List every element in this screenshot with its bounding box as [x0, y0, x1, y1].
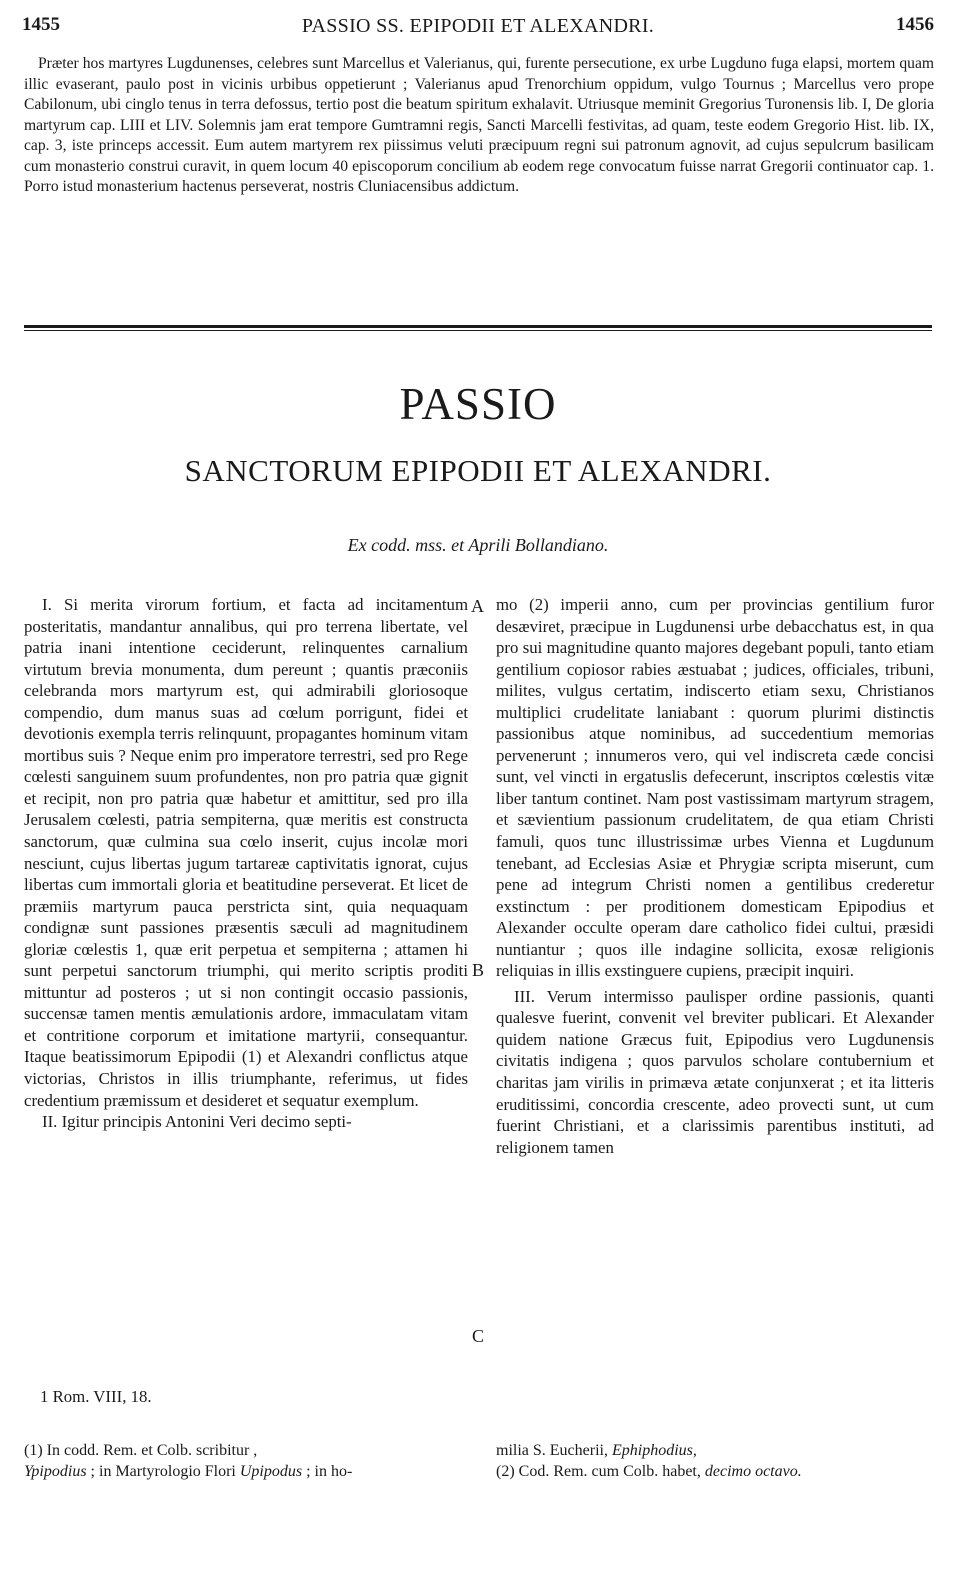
- note-1-continued: milia S. Eucherii, Ephiphodius,: [496, 1442, 697, 1459]
- editor-notes-right: [496, 1440, 934, 1482]
- note-1-line-1: (1) In codd. Rem. et Colb. scribitur ,: [24, 1442, 258, 1459]
- double-rule-divider: [24, 325, 932, 331]
- note-2: (2) Cod. Rem. cum Colb. habet, decimo octavo.: [496, 1463, 802, 1480]
- left-column: [24, 594, 468, 1133]
- note-1-line-2: Ypipodius ; in Martyrologio Flori Upipodus ; in ho-: [24, 1463, 353, 1480]
- paragraph-1: I. Si merita virorum fortium, et facta ad incitamentum posteritatis, mandantur annalibus, qui pro terrena libertate, vel patria inani intentione ceciderunt, relinquentes carnalium virtutum brevia monumenta, dum pereunt ; quantis præconiis celebranda mors martyrum est, qui admirabili gloriosoque compendio, dum manus suas ad cœlum porrigunt, fidei et devotionis exempla terris relinquunt, propagantes hominum vitam mortibus suis ? Neque enim pro imperatore terrestri, sed pro Rege cœlesti sanguinem suum profundentes, non pro patria quæ gignit et recipit, non pro patria quæ habetur et amittitur, sed pro illa Jerusalem cœlesti, patria sempiterna, quæ meritis est constructa sanctorum, quæ culmina sua cœlo inserit, cujus incolæ mori nesciunt, cujus libertas jugum tartareæ captivitatis ignorat, cujus libertas cum immortali gloria et beatitudine perseverat. Et licet de præmiis martyrum pauca perstricta sint, quia nequaquam condignæ sunt passiones præsentis sæculi ad magnitudinem gloriæ cœlestis 1, quæ erit perpetua et sempiterna ; attamen hi sunt perpetui sanctorum triumphi, qui merito scriptis proditi mittuntur ad posteros ; ut si non contingit occasio passionis, succensæ tamen mentis æmulationis ardore, immaculatam vitam et contritione corporum et imitatione martyrii, consequantur. Itaque beatissimorum Epipodii (1) et Alexandri conflictus atque victorias, Christos in illis triumphante, referimus, ut fides credentium præmissum et desideret et sequatur exemplum.: [24, 595, 468, 1110]
- paragraph-3: III. Verum intermisso paulisper ordine passionis, quanti qualesve fuerint, convenit vel breviter publicari. Et Alexander quidem natione Græcus fuit, Epipodius vero Lugdunensis civitatis indigena ; quos parvulos scholare contubernium et charitas jam virilis in primæva ætate conjunxerat ; et ita litteris eruditissimi, concordia crescente, adeo provecti sunt, ut cum fuerint Christiani, et a clarissimis parentibus instituti, ad religionem tamen: [496, 986, 934, 1157]
- page-number-left: 1455: [22, 14, 60, 35]
- footnote-scripture: 1 Rom. VIII, 18.: [40, 1387, 152, 1406]
- margin-letter-b: B: [472, 960, 485, 980]
- margin-letter-a: A: [471, 596, 484, 616]
- title-subtitle: SANCTORUM EPIPODII ET ALEXANDRI.: [184, 453, 772, 488]
- title-main: PASSIO: [399, 379, 557, 429]
- editor-notes-left: [24, 1440, 468, 1482]
- source-line: Ex codd. mss. et Aprili Bollandiano.: [347, 535, 609, 555]
- intro-note: Præter hos martyres Lugdunenses, celebres sunt Marcellus et Valerianus, qui, furente persecutione, ex urbe Lugduno fuga elapsi, mortem quam illic evaserant, paulo post in vicinis urbibus oppetierunt ; Valerianus apud Trenorchium oppidum, vulgo Tournus ; Marcellus vero prope Cabilonum, ubi cinglo tenus in terra defossus, tertio post die beatum spiritum exhalavit. Utriusque meminit Gregorius Turonensis lib. I, De gloria martyrum cap. LIII et LIV. Solemnis jam erat tempore Gumtramni regis, Sancti Marcelli festivitas, ad quam, teste eodem Gregorio Hist. lib. IX, cap. 3, iste princeps accessit. Eum autem martyrem rex piissimus veluti præcipuum regni sui patronum agnovit, ad cujus sepulcrum basilicam cum monasterio construi curavit, in quem locum 40 episcoporum concilium ab eodem rege convocatum fuisse narrat Gregorii continuator cap. 1. Porro istud monasterium hactenus perseverat, nostris Cluniacensibus addictum.: [24, 55, 934, 195]
- running-title: PASSIO SS. EPIPODII ET ALEXANDRI.: [301, 15, 655, 37]
- paragraph-2-start: II. Igitur principis Antonini Veri decimo septi-: [42, 1112, 352, 1132]
- paragraph-2-continued: mo (2) imperii anno, cum per provincias gentilium furor desæviret, præcipue in Lugdunensi urbe debacchatus est, in qua pro sui magnitudine quanto majores degebant populi, tanto etiam gentilium copiosor rabies æstuabat ; judices, officiales, tribuni, milites, vulgus certatim, indiscerto etiam sexu, Christianos multiplici crudelitate laniabant : quorum plurimi distinctis passionibus atque nominibus, ad succedentium memorias pervenerunt ; innumeros vero, qui vel indiscreta cæde concisi sunt, vel vincti in ergatuslis defecerunt, inscriptos cœlestis vitæ liber tantum continet. Nam post vastissimam martyrum stragem, et sævientium passionum crudelitatem, de qua etiam Christi famuli, quos tunc illustrissimæ urbes Vienna et Lugdunum tenebant, ad Ecclesias Asiæ et Phrygiæ scripta miserunt, cum pene ad integrum Christi nomen a gentilibus crederetur exstinctum : per proditionem domesticam Epipodius et Alexander occulte operam dare catholico fidei cultui, præsidi nuntiantur ; quos ille indagine sollicita, exosæ religionis reliquias in illis exstinguere cupiens, præcipit inquiri.: [496, 595, 934, 981]
- page-number-right: 1456: [896, 14, 934, 35]
- right-column: [496, 594, 934, 1158]
- running-header: [22, 14, 934, 44]
- margin-letter-c: C: [472, 1326, 485, 1346]
